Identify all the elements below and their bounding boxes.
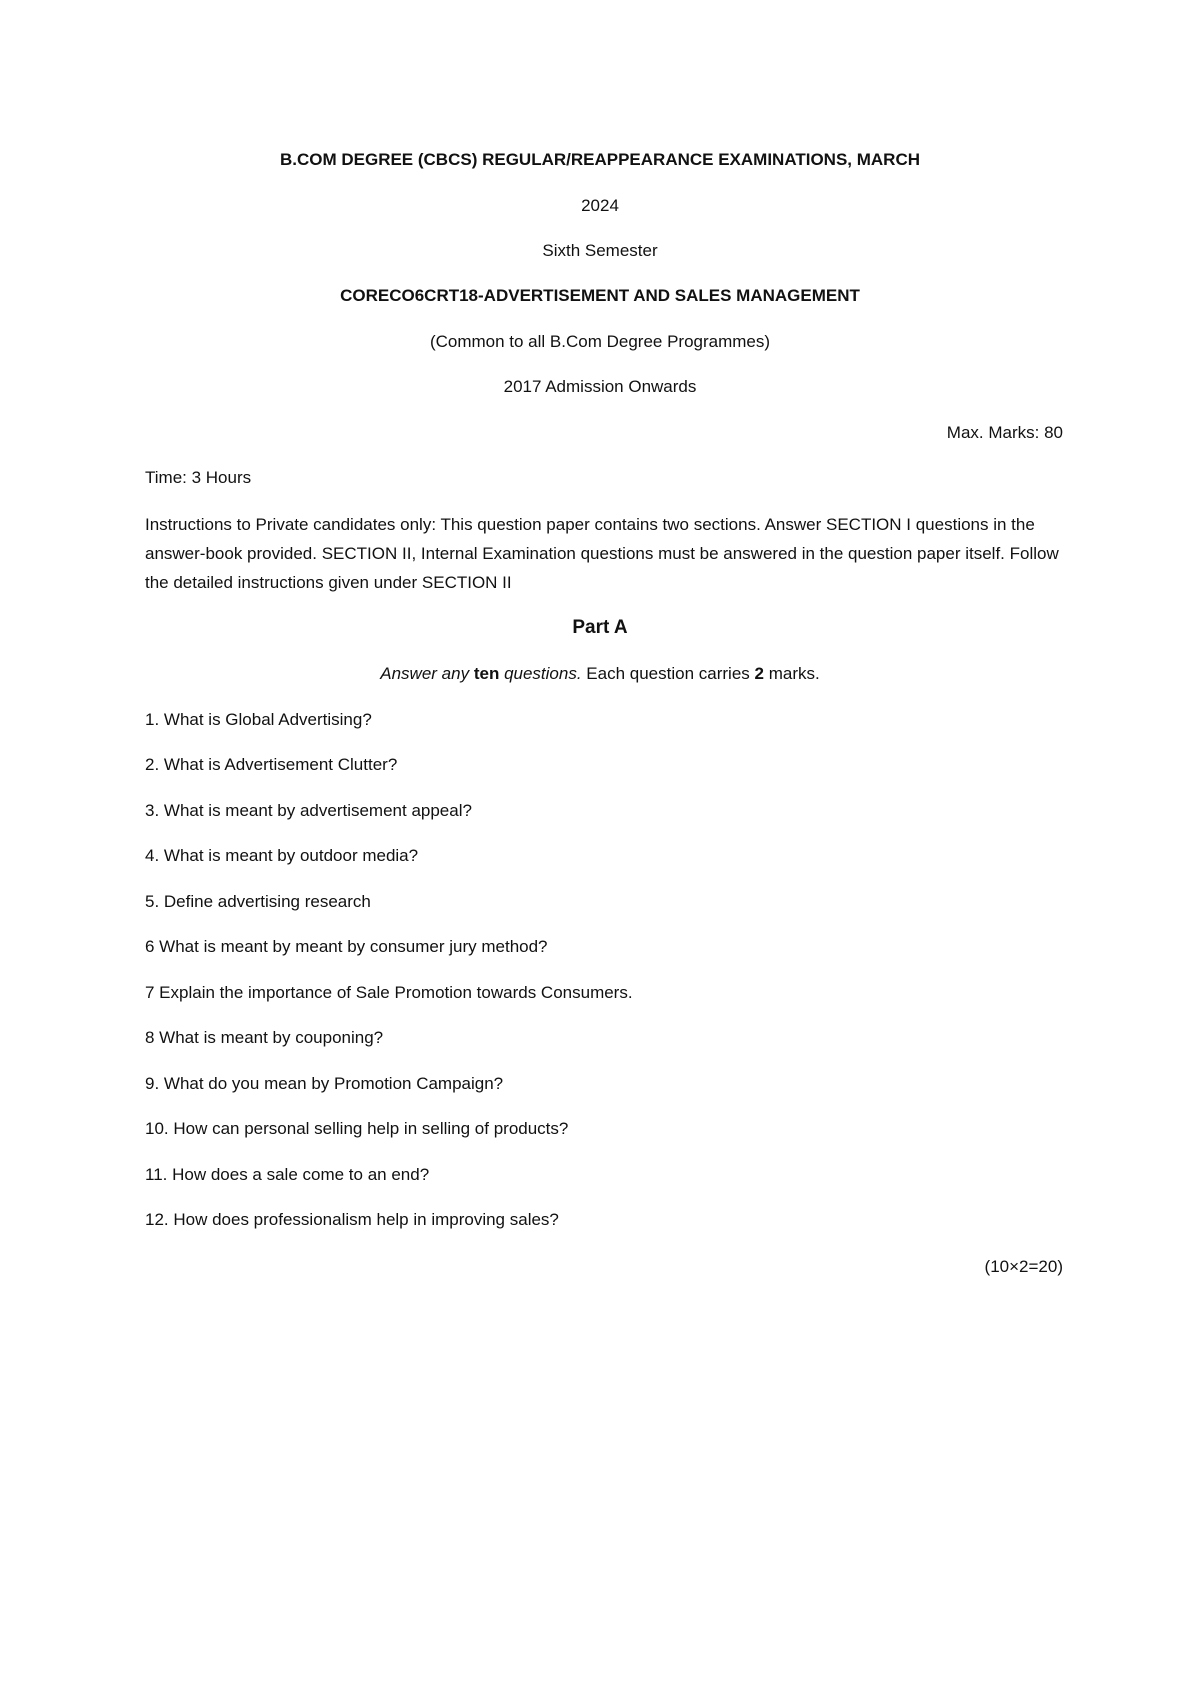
question-item: 1. What is Global Advertising? — [145, 710, 372, 729]
instructions-paragraph: Instructions to Private candidates only: This question paper contains two sections. Answer SECTION I questions in the answer-book provided. SECTION II, Internal Examination questions must be answered in the question paper itself. Follow the detailed instructions given under SECTION II — [145, 515, 1059, 592]
part-a-marks-total: (10×2=20) — [984, 1257, 1063, 1276]
course-title: CORECO6CRT18-ADVERTISEMENT AND SALES MANAGEMENT — [340, 286, 860, 305]
question-item: 12. How does professionalism help in improving sales? — [145, 1210, 559, 1229]
question-item: 11. How does a sale come to an end? — [145, 1165, 430, 1184]
instruction-questions: questions. — [504, 664, 582, 683]
question-item: 5. Define advertising research — [145, 892, 371, 911]
instruction-answer-any: Answer any — [380, 664, 470, 683]
time-allowed: Time: 3 Hours — [145, 468, 252, 487]
instruction-marks-word: marks. — [768, 664, 820, 683]
semester-label: Sixth Semester — [542, 241, 658, 260]
question-item: 6 What is meant by meant by consumer jury method? — [145, 937, 548, 956]
question-item: 3. What is meant by advertisement appeal? — [145, 801, 472, 820]
instruction-count: ten — [473, 664, 500, 683]
question-item: 10. How can personal selling help in selling of products? — [145, 1119, 569, 1138]
admission-note: 2017 Admission Onwards — [503, 377, 697, 396]
part-a-title: Part A — [572, 617, 628, 638]
instruction-marks-value: 2 — [754, 664, 764, 683]
question-item: 9. What do you mean by Promotion Campaign? — [145, 1074, 504, 1093]
part-a-instruction — [0, 663, 1200, 685]
instruction-each-carries: Each question carries — [586, 664, 750, 683]
question-item: 2. What is Advertisement Clutter? — [145, 755, 398, 774]
exam-title: B.COM DEGREE (CBCS) REGULAR/REAPPEARANCE EXAMINATIONS, MARCH — [279, 150, 921, 169]
max-marks: Max. Marks: 80 — [946, 423, 1063, 442]
question-item: 4. What is meant by outdoor media? — [145, 846, 419, 865]
common-note: (Common to all B.Com Degree Programmes) — [429, 332, 771, 351]
question-item: 7 Explain the importance of Sale Promotion towards Consumers. — [145, 983, 633, 1002]
exam-year: 2024 — [581, 196, 619, 215]
question-item: 8 What is meant by couponing? — [145, 1028, 384, 1047]
